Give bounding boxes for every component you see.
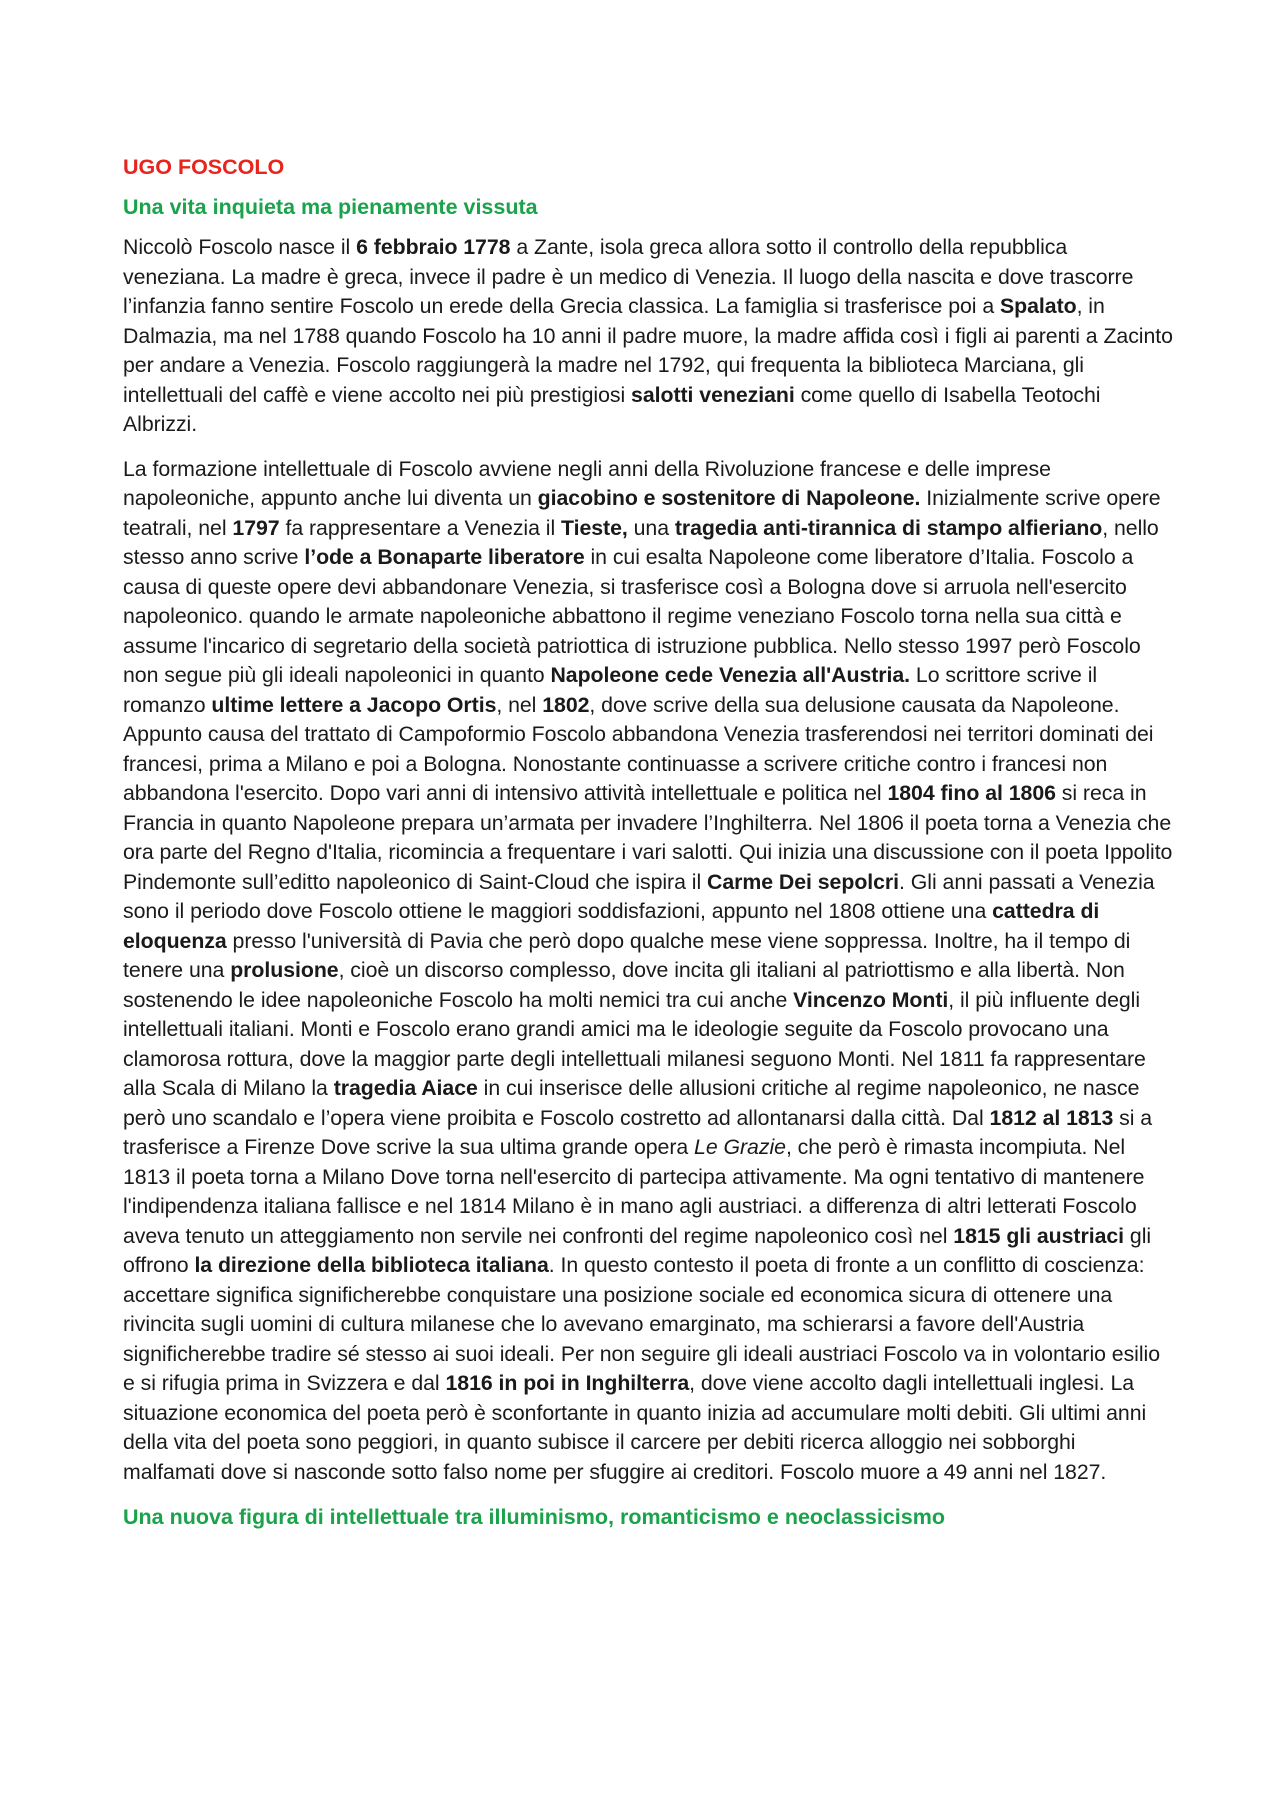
text-run: La formazione intellettuale di Foscolo avviene negli anni della Rivoluzione francese e delle imprese napoleoniche, appunto anche lui diventa un [123, 456, 1051, 510]
text-run: , che però è rimasta incompiuta. Nel 1813 il poeta torna a Milano Dove torna nell'esercito di partecipa attivamente. Ma ogni tentativo di mantenere l'indipendenza italiana fallisce e nel 1814 Milano è in mano agli austriaci. a differenza di altri letterati Foscolo aveva tenuto un atteggiamento non servile nei confronti del regime napoleonico così nel [123, 1135, 1145, 1248]
text-run: , cioè un discorso complesso, dove incita gli italiani al patriottismo e alla libertà. Non sostenendo le idee napoleoniche Foscolo ha molti nemici tra cui anche [123, 958, 1125, 1012]
bold-text: l’ode a Bonaparte liberatore [304, 545, 585, 569]
text-run: , dove viene accolto dagli intellettuali inglesi. La situazione economica del poeta però è sconfortante in quanto inizia ad accumulare molti debiti. Gli ultimi anni della vita del poeta sono peggiori, in quanto subisce il carcere per debiti ricerca alloggio nei sobborghi malfamati dove si nasconde sotto falso nome per sfuggire ai creditori. Foscolo muore a 49 anni nel 1827. [123, 1371, 1147, 1484]
section-heading-intellectual: Una nuova figura di intellettuale tra illuminismo, romanticismo e neoclassicismo [123, 1505, 945, 1529]
text-run: , in Dalmazia, ma nel 1788 quando Foscolo ha 10 anni il padre muore, la madre affida così i figli ai parenti a Zacinto per andare a Venezia. Foscolo raggiungerà la madre nel 1792, qui frequenta la biblioteca Marciana, gli intellettuali del caffè e viene accolto nei più prestigiosi [123, 294, 1173, 407]
bold-text: Napoleone cede Venezia all'Austria. [550, 663, 911, 687]
bold-text: 1812 al 1813 [989, 1105, 1114, 1130]
bold-text: Spalato [1000, 294, 1077, 318]
bold-text: salotti veneziani [631, 382, 795, 407]
bold-text: Carme Dei sepolcri [707, 869, 900, 894]
text-run: a Zante, isola greca allora sotto il controllo della repubblica veneziana. La madre è greca, invece il padre è un medico di Venezia. Il luogo della nascita e dove trascorre l’infanzia fanno sentire Foscolo un erede della Grecia classica. La famiglia si trasferisce poi a [123, 235, 1134, 318]
text-run: si a trasferisce a Firenze Dove scrive la sua ultima grande opera [123, 1105, 1153, 1159]
text-run: gli offrono [123, 1223, 1152, 1277]
bold-text: tragedia Aiace [333, 1076, 478, 1100]
bold-text: 1804 fino al 1806 [887, 781, 1056, 805]
text-run: Niccolò Foscolo nasce il [123, 235, 357, 259]
text-run: , nel [496, 692, 543, 717]
bold-text: 6 febbraio 1778 [356, 235, 511, 259]
text-run: , dove scrive della sua delusione causata da Napoleone. Appunto causa del trattato di Campoformio Foscolo abbandona Venezia trasferendosi nei territori dominati dei francesi, prima a Milano e poi a Bologna. Nonostante continuasse a scrivere critiche contro i francesi non abbandona l'esercito. Dopo vari anni di intensivo attività intellettuale e politica nel [123, 692, 1154, 805]
bold-text: 1815 gli austriaci [953, 1223, 1125, 1248]
bold-text: 1802 [542, 692, 590, 717]
bold-text: cattedra di eloquenza [123, 899, 1100, 953]
paragraph-birth [123, 233, 1173, 440]
bold-text: Tieste, [561, 515, 628, 540]
text-run: in cui esalta Napoleone come liberatore d’Italia. Foscolo a causa di queste opere devi abbandonare Venezia, si trasferisce così a Bologna dove si arruola nell'esercito napoleonico. quando le armate napoleoniche abbattono il regime veneziano Foscolo torna nella sua città e assume l'incarico di segretario della società patriottica di istruzione pubblica. Nello stesso 1997 però Foscolo non segue più gli ideali napoleonici in quanto [123, 545, 1141, 687]
text-run: come quello di Isabella Teotochi Albrizzi. [123, 382, 1101, 436]
paragraph-formation [123, 455, 1173, 1488]
text-run: si reca in Francia in quanto Napoleone prepara un’armata per invadere l’Inghilterra. Nel 1806 il poeta torna a Venezia che ora parte del Regno d'Italia, ricomincia a frequentare i vari salotti. Qui inizia una discussione con il poeta Ippolito Pindemonte sull’editto napoleonico di Saint-Cloud che ispira il [123, 781, 1173, 894]
text-run: . In questo contesto il poeta di fronte a un conflitto di coscienza: accettare significa significherebbe conquistare una posizione sociale ed economica sicura di ottenere una rivincita sugli uomini di cultura milanese che lo avevano emarginato, ma schierarsi a favore dell'Austria significherebbe tradire sé stesso ai suoi ideali. Per non seguire gli ideali austriaci Foscolo va in volontario esilio e si rifugia prima in Svizzera e dal [123, 1253, 1161, 1395]
bold-text: 1797 [232, 515, 280, 540]
text-run: , il più influente degli intellettuali italiani. Monti e Foscolo erano grandi amici ma le ideologie seguite da Foscolo provocano una clamorosa rottura, dove la maggior parte degli intellettuali milanesi seguono Monti. Nel 1811 fa rappresentare alla Scala di Milano la [123, 987, 1146, 1100]
bold-text: 1816 in poi in Inghilterra [445, 1371, 690, 1395]
text-run: fa rappresentare a Venezia il [279, 515, 561, 540]
document-title: UGO FOSCOLO [123, 155, 285, 179]
bold-text: tragedia anti-tirannica di stampo alfieriano [674, 515, 1103, 540]
bold-text: giacobino e sostenitore di Napoleone. [537, 486, 921, 510]
text-run: presso l'università di Pavia che però dopo qualche mese viene soppressa. Inoltre, ha il tempo di tenere una [123, 928, 1131, 982]
bold-text: ultime lettere a Jacopo Ortis [211, 692, 497, 717]
bold-text: prolusione [230, 958, 339, 982]
text-run: Lo scrittore scrive il romanzo [123, 663, 1098, 717]
bold-text: Vincenzo Monti [793, 987, 949, 1012]
text-run: , nello stesso anno scrive [123, 515, 1159, 569]
section-heading-life: Una vita inquieta ma pienamente vissuta [123, 195, 538, 219]
italic-text: Le Grazie [694, 1135, 786, 1159]
text-run: una [627, 515, 675, 540]
text-run: . Gli anni passati a Venezia sono il periodo dove Foscolo ottiene le maggiori soddisfazioni, appunto nel 1808 ottiene una [123, 869, 1155, 923]
bold-text: la direzione della biblioteca italiana [194, 1253, 549, 1277]
text-run: in cui inserisce delle allusioni critiche al regime napoleonico, ne nasce però uno scandalo e l’opera viene proibita e Foscolo costretto ad allontanarsi dalla città. Dal [123, 1076, 1140, 1130]
text-run: Inizialmente scrive opere teatrali, nel [123, 486, 1161, 540]
document-page [123, 152, 1173, 1543]
